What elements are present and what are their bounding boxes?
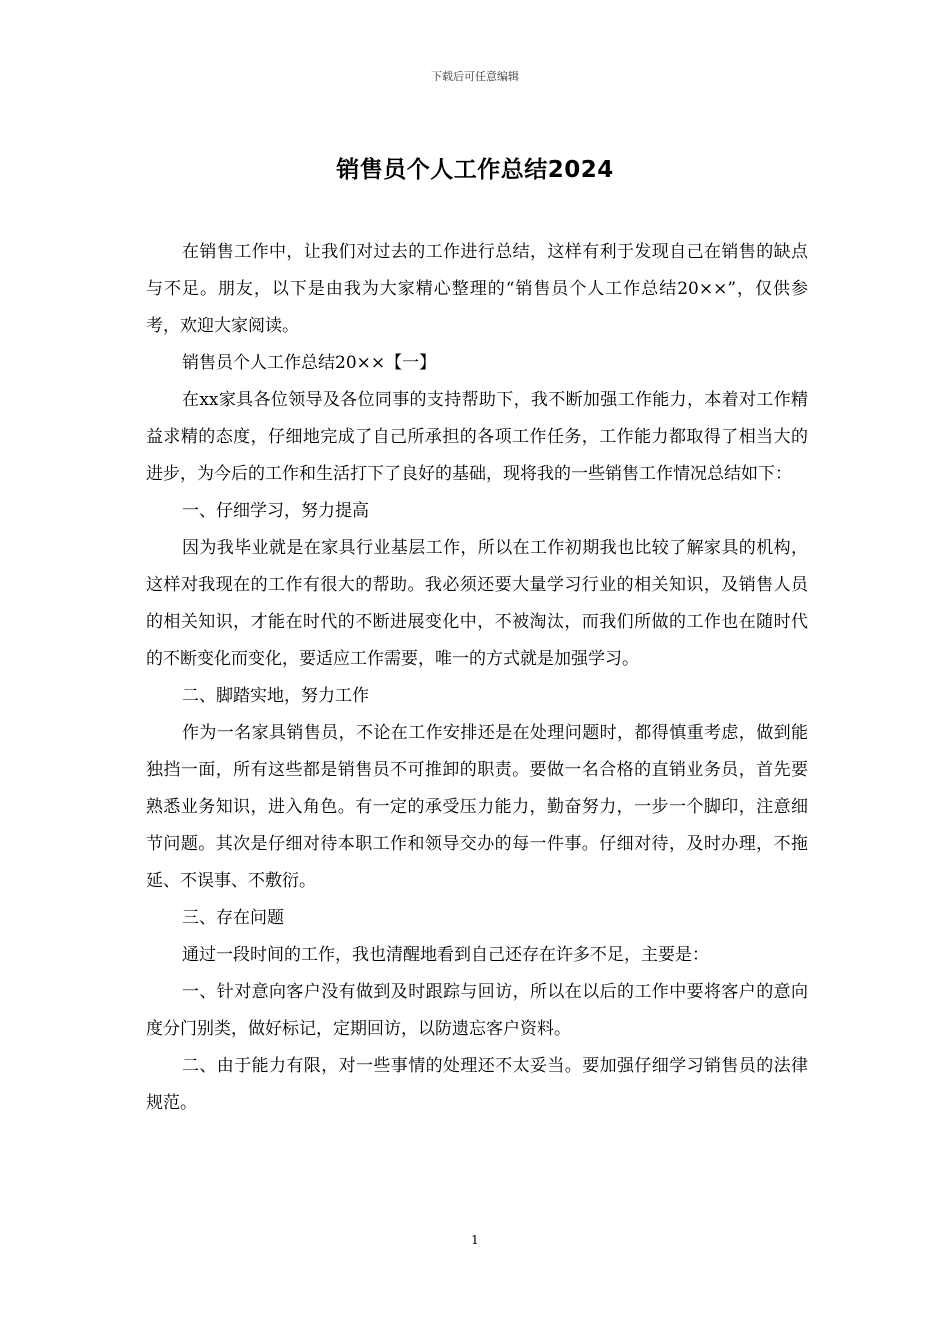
document-title: 销售员个人工作总结2024	[336, 157, 614, 183]
list-item-paragraph: 一、针对意向客户没有做到及时跟踪与回访，所以在以后的工作中要将客户的意向度分门别类，做好标记，定期回访，以防遗忘客户资料。	[146, 982, 808, 1039]
page-number: 1	[471, 1233, 479, 1247]
body-paragraph: 作为一名家具销售员，不论在工作安排还是在处理问题时，都得慎重考虑，做到能独挡一面，所有这些都是销售员不可推卸的职责。要做一名合格的直销业务员，首先要熟悉业务知识，进入角色。有一定的承受压力能力，勤奋努力，一步一个脚印，注意细节问题。其次是仔细对待本职工作和领导交办的每一件事。仔细对待，及时办理，不拖延、不误事、不敷衍。	[146, 723, 808, 891]
section-heading: 二、脚踏实地，努力工作	[182, 686, 369, 706]
section-title-part-one: 销售员个人工作总结20××【一】	[182, 353, 437, 373]
section-heading: 一、仔细学习，努力提高	[182, 501, 369, 521]
section-heading: 三、存在问题	[182, 908, 284, 928]
page-header-note: 下载后可任意编辑	[431, 70, 519, 83]
body-paragraph: 通过一段时间的工作，我也清醒地看到自己还存在许多不足，主要是：	[182, 945, 709, 965]
document-body	[146, 234, 808, 1122]
body-paragraph: 因为我毕业就是在家具行业基层工作，所以在工作初期我也比较了解家具的机构，这样对我现在的工作有很大的帮助。我必须还要大量学习行业的相关知识，及销售人员的相关知识，才能在时代的不断进展变化中，不被淘汰，而我们所做的工作也在随时代的不断变化而变化，要适应工作需要，唯一的方式就是加强学习。	[146, 538, 808, 669]
body-paragraph: 在xx家具各位领导及各位同事的支持帮助下，我不断加强工作能力，本着对工作精益求精的态度，仔细地完成了自己所承担的各项工作任务，工作能力都取得了相当大的进步，为今后的工作和生活打下了良好的基础，现将我的一些销售工作情况总结如下：	[146, 390, 808, 484]
list-item-paragraph: 二、由于能力有限，对一些事情的处理还不太妥当。要加强仔细学习销售员的法律规范。	[146, 1056, 808, 1113]
intro-paragraph: 在销售工作中，让我们对过去的工作进行总结，这样有利于发现自己在销售的缺点与不足。朋友，以下是由我为大家精心整理的“销售员个人工作总结20××”，仅供参考，欢迎大家阅读。	[146, 242, 808, 336]
